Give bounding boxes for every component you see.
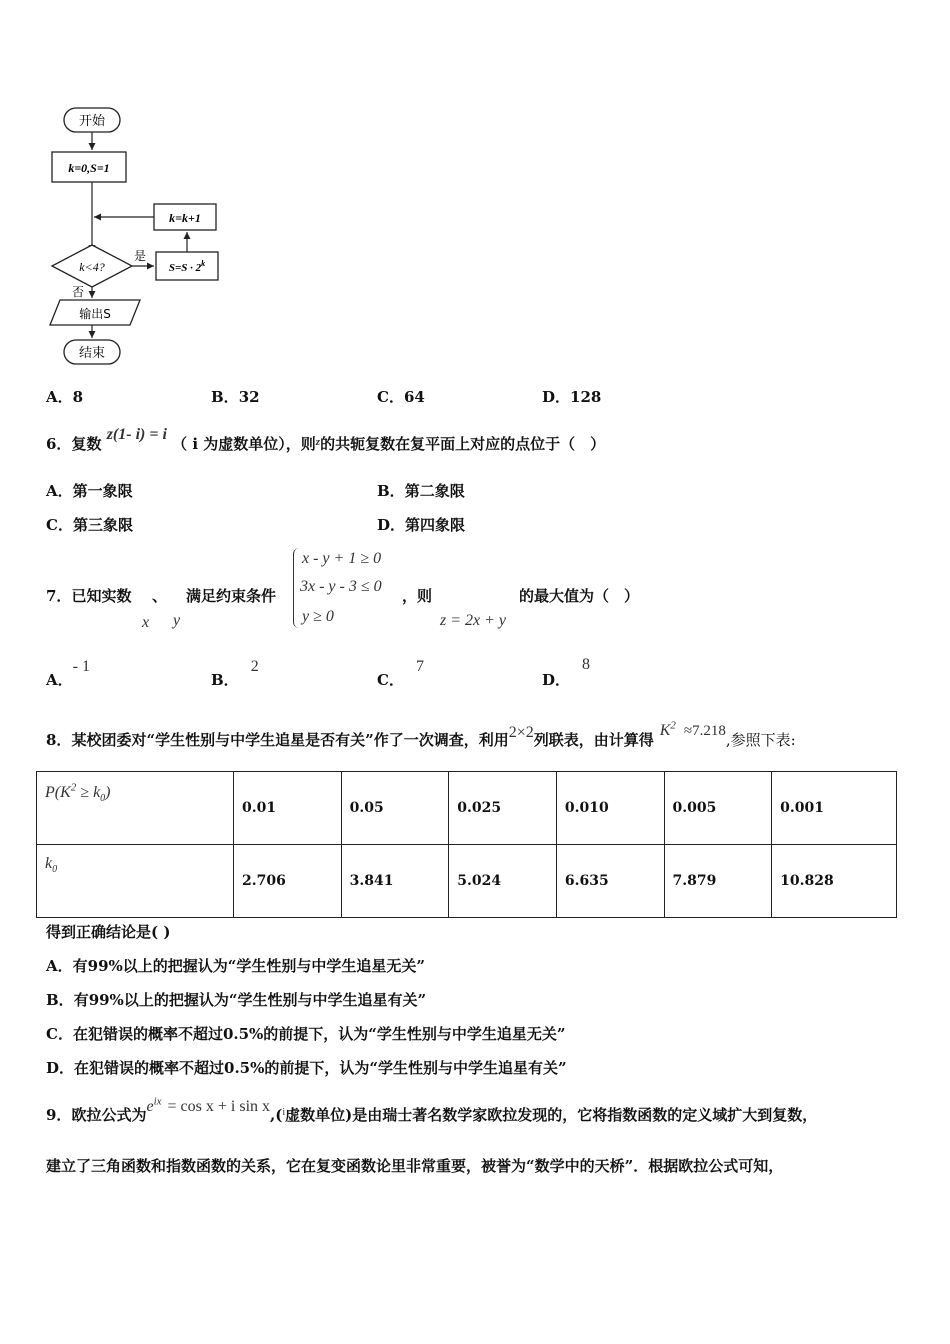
row-header-probability: $P(K^2 \ge k_0)$ [37, 772, 234, 845]
q7-option-c[interactable]: C．7 [377, 658, 424, 689]
flowchart [40, 100, 240, 370]
q9-stem-line2: 建立了三角函数和指数函数的关系，它在复变函数论里非常重要，被誉为“数学中的天桥”．根据欧拉公式可知， [46, 1157, 784, 1175]
table-cell: 0.005 [664, 772, 772, 845]
q8-stem: 8．某校团委对“学生性别与中学生追星是否有关”作了一次调查，利用2×2列联表，由计算得$K^2 \approx 7.218$,参照下表: [46, 719, 796, 749]
q7-suffix: 的最大值为（ ） [519, 587, 640, 605]
table-cell: 2.706 [234, 845, 342, 918]
flow-end-label: 结束 [78, 346, 106, 361]
table-cell: 0.05 [341, 772, 449, 845]
flow-condition-label: k<4? [79, 260, 105, 274]
q9-stem-line1: 9．欧拉公式为$e^{ix} = \cos x + i$ sin x,($^i$虚数单位)是由瑞士著名数学家欧拉发现的，它将指数函数的定义域扩大到复数， [46, 1095, 818, 1124]
table-cell: 3.841 [341, 845, 449, 918]
table-cell: 5.024 [449, 845, 557, 918]
table-row [37, 772, 897, 845]
q7-constraint-2: 3x - y - 3 ≤ 0 [300, 578, 382, 595]
q8-option-c[interactable]: C．在犯错误的概率不超过0.5%的前提下，认为“学生性别与中学生追星无关” [46, 1025, 566, 1043]
flow-start-label: 开始 [78, 114, 106, 129]
q8-question: 得到正确结论是( ) [46, 923, 171, 941]
q5-option-c[interactable]: C．64 [377, 388, 425, 406]
table-row [37, 845, 897, 918]
q6-option-a[interactable]: A．第一象限 [46, 482, 133, 500]
flow-increment-label: k=k+1 [169, 211, 201, 225]
critical-value-table [36, 771, 897, 918]
q7-brace [293, 548, 300, 628]
row-header-k0: $k_0$ [37, 845, 234, 918]
q6-option-c[interactable]: C．第三象限 [46, 516, 133, 534]
q7-mid: 满足约束条件 [186, 587, 277, 605]
flow-no-label: 否 [72, 285, 85, 299]
q7-constraint-3: y ≥ 0 [302, 608, 334, 625]
table-cell: 0.025 [449, 772, 557, 845]
table-cell: 0.001 [772, 772, 897, 845]
q7-objective: z = 2x + y [440, 612, 507, 629]
table-cell: 7.879 [664, 845, 772, 918]
table-cell: 6.635 [556, 845, 664, 918]
q5-option-a[interactable]: A．8 [46, 388, 84, 406]
q6-option-d[interactable]: D．第四象限 [377, 516, 466, 534]
q7-number-prefix: 7．已知实数 [46, 587, 132, 605]
q8-option-b[interactable]: B．有99%以上的把握认为“学生性别与中学生追星有关” [46, 991, 427, 1009]
flow-init-label: k=0,S=1 [68, 161, 110, 175]
q7-option-d[interactable]: D．8 [542, 656, 591, 689]
q7-option-b[interactable]: B．2 [211, 658, 259, 689]
q5-option-b[interactable]: B．32 [211, 388, 260, 406]
q8-option-d[interactable]: D．在犯错误的概率不超过0.5%的前提下，认为“学生性别与中学生追星有关” [46, 1059, 567, 1077]
q5-option-d[interactable]: D．128 [542, 388, 602, 406]
q6-stem: 6．复数 z(1- i) = i （ i 为虚数单位），则$^z$的共轭复数在复平面上对应的点位于（ ） [46, 426, 606, 453]
q7-then: ，则 [402, 587, 433, 605]
q7-var-y: y [173, 612, 181, 629]
flow-output-label: 输出S [79, 307, 111, 321]
q7-constraint-1: x - y + 1 ≥ 0 [302, 550, 382, 567]
q7-sep: 、 [152, 587, 168, 605]
flow-process-label: $S=S \cdot 2^k$ [168, 259, 206, 274]
q6-option-b[interactable]: B．第二象限 [377, 482, 465, 500]
table-cell: 10.828 [772, 845, 897, 918]
table-cell: 0.01 [234, 772, 342, 845]
table-cell: 0.010 [556, 772, 664, 845]
q6-formula: z(1- i) = i [106, 426, 167, 443]
q8-option-a[interactable]: A．有99%以上的把握认为“学生性别与中学生追星无关” [46, 957, 426, 975]
flow-yes-label: 是 [134, 249, 147, 263]
q7-var-x: x [142, 614, 150, 631]
q7-option-a[interactable]: A．- 1 [46, 658, 90, 689]
